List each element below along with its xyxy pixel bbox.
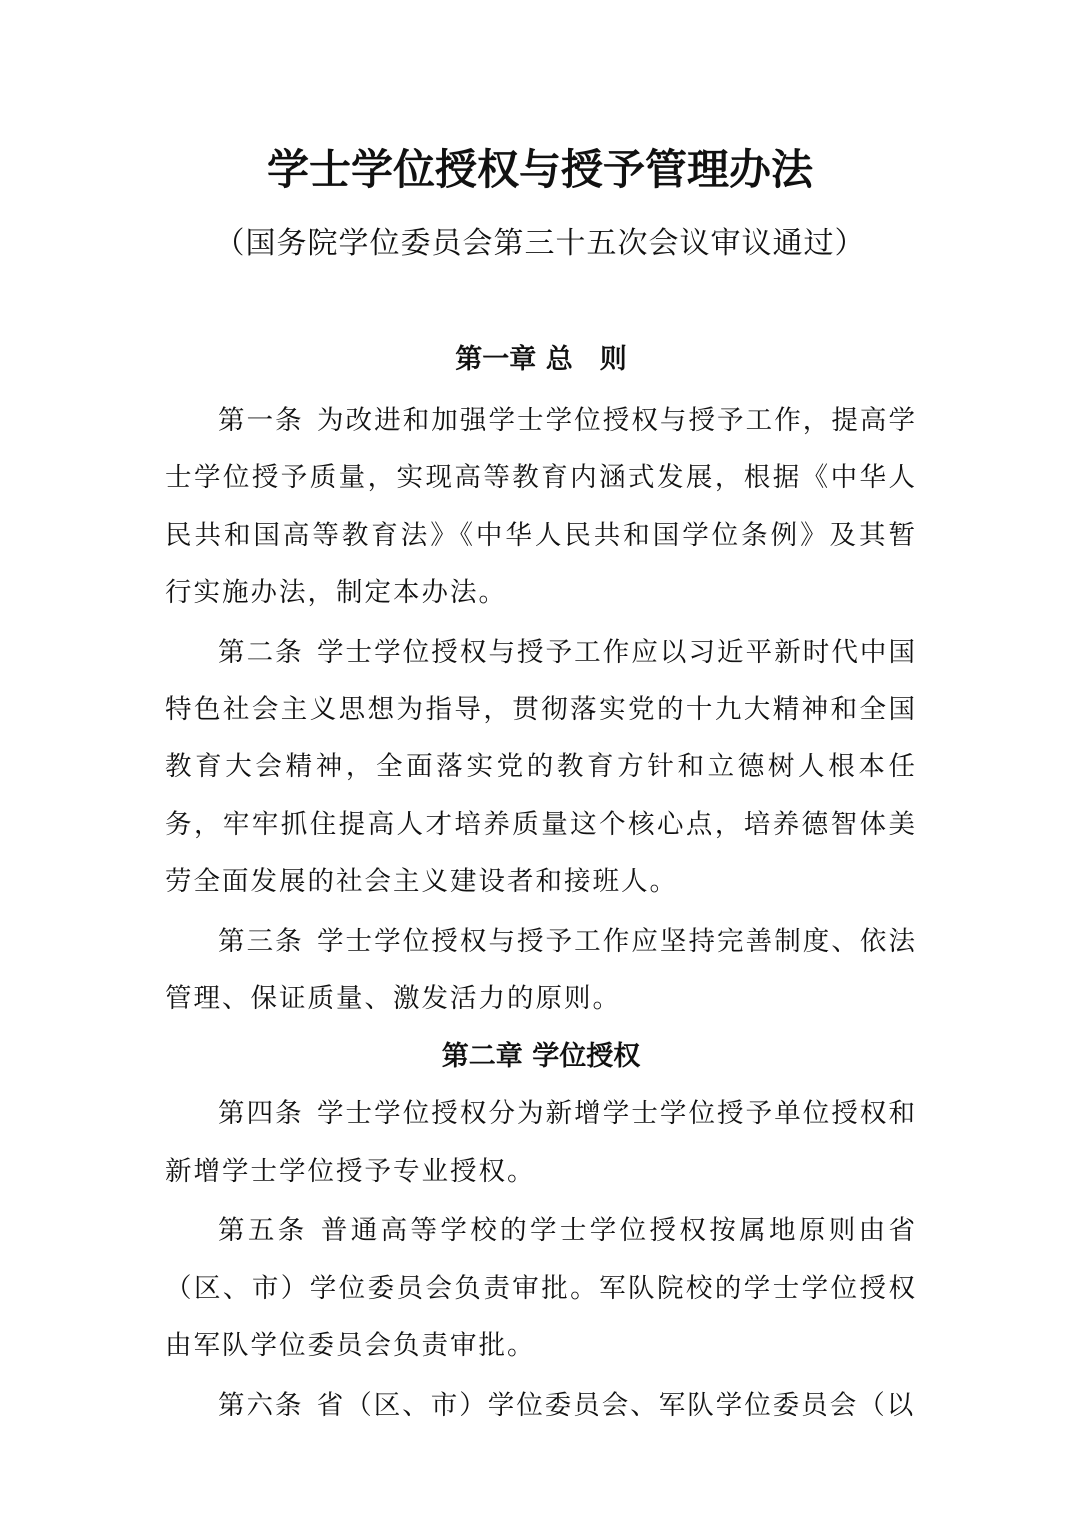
article-text: 学士学位授权与授予工作应坚持完善制度、依法管理、保证质量、激发活力的原则。 xyxy=(165,925,918,1015)
article-text: 普通高等学校的学士学位授权按属地原则由省（区、市）学位委员会负责审批。军队院校的学士学位授权由军队学位委员会负责审批。 xyxy=(165,1215,917,1362)
article xyxy=(165,624,917,911)
article xyxy=(165,1085,917,1200)
document-body xyxy=(165,332,917,1436)
article xyxy=(165,392,917,622)
article-label: 第二条 xyxy=(218,636,304,668)
article-text: 为改进和加强学士学位授权与授予工作，提高学士学位授予质量，实现高等教育内涵式发展，根据《中华人民共和国高等教育法》《中华人民共和国学位条例》及其暂行实施办法，制定本办法。 xyxy=(165,405,918,609)
chapter-heading: 第二章 学位授权 xyxy=(441,1041,641,1073)
document-subtitle: （国务院学位委员会第三十五次会议审议通过） xyxy=(214,226,866,261)
article-label: 第五条 xyxy=(218,1215,308,1247)
article xyxy=(165,1377,917,1434)
article-label: 第四条 xyxy=(218,1098,304,1130)
document-title: 学士学位授权与授予管理办法 xyxy=(266,145,813,194)
article xyxy=(165,1202,917,1374)
article-text: 省（区、市）学位委员会、军队学位委员会（以 xyxy=(316,1389,916,1421)
article-text: 学士学位授权与授予工作应以习近平新时代中国特色社会主义思想为指导，贯彻落实党的十九大精神和全国教育大会精神，全面落实党的教育方针和立德树人根本任务，牢牢抓住提高人才培养质量这个核心点，培养德智体美劳全面发展的社会主义建设者和接班人。 xyxy=(165,636,918,898)
article-label: 第六条 xyxy=(218,1389,304,1421)
article-label: 第一条 xyxy=(218,405,304,436)
article-label: 第三条 xyxy=(218,925,304,957)
article xyxy=(165,913,917,1028)
chapter-heading: 第一章 总 则 xyxy=(455,344,627,375)
article-text: 学士学位授权分为新增学士学位授予单位授权和新增学士学位授予专业授权。 xyxy=(165,1098,918,1187)
